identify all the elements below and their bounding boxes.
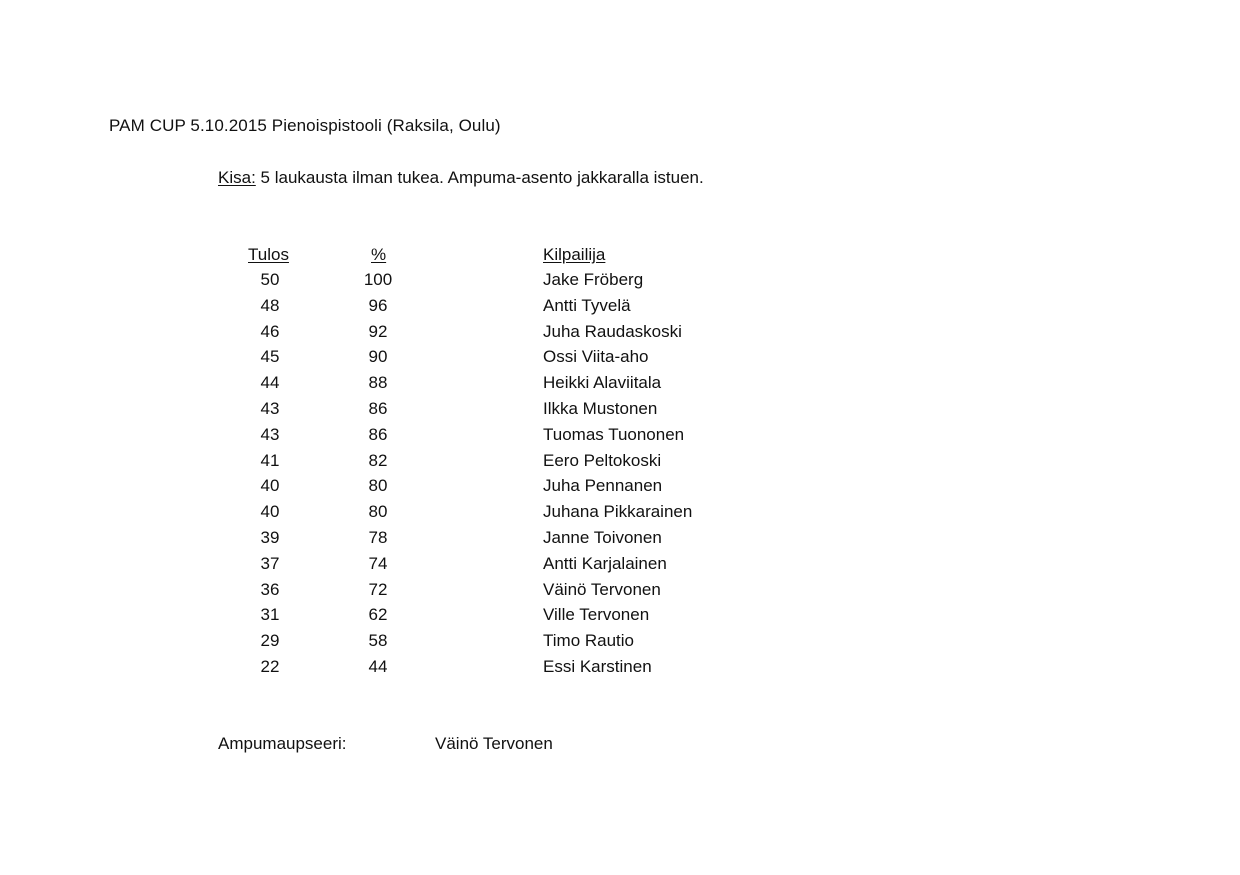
header-tulos: Tulos [248,245,289,264]
cell-competitor: Janne Toivonen [543,527,662,547]
cell-tulos: 44 [260,373,280,393]
table-row [0,580,1240,606]
cell-competitor: Juha Raudaskoski [543,321,682,341]
cell-tulos: 31 [260,605,280,625]
competition-rules [218,168,704,188]
cell-competitor: Väinö Tervonen [543,579,661,599]
cell-tulos: 36 [260,579,280,599]
cell-tulos: 29 [260,631,280,651]
table-row [0,631,1240,657]
cell-tulos: 45 [260,347,280,367]
cell-percent: 58 [368,631,388,651]
header-percent: % [371,245,387,264]
cell-percent: 100 [363,270,393,289]
header-competitor: Kilpailija [543,245,606,264]
cell-percent: 44 [368,656,388,676]
officer-name: Väinö Tervonen [435,734,553,753]
cell-competitor: Timo Rautio [543,631,635,651]
table-row [0,322,1240,348]
cell-competitor: Ossi Viita-aho [543,347,649,367]
cell-competitor: Tuomas Tuononen [543,424,685,444]
table-row [0,296,1240,322]
cell-percent: 80 [368,476,388,496]
cell-percent: 92 [368,321,388,341]
cell-tulos: 39 [260,527,280,547]
table-row [0,657,1240,683]
cell-tulos: 43 [260,398,280,418]
table-row [0,347,1240,373]
table-row [0,476,1240,502]
cell-competitor: Antti Karjalainen [543,553,667,573]
officer-label: Ampumaupseeri: [218,734,347,753]
cell-percent: 88 [368,373,388,393]
cell-tulos: 46 [260,321,280,341]
cell-tulos: 22 [260,656,280,676]
cell-tulos: 37 [260,553,280,573]
cell-percent: 96 [368,295,388,315]
cell-tulos: 41 [260,450,280,470]
cell-percent: 86 [368,424,388,444]
cell-tulos: 50 [260,270,280,289]
cell-percent: 78 [368,527,388,547]
table-row [0,373,1240,399]
table-row [0,554,1240,580]
rules-label: Kisa: [218,168,256,187]
results-table-body [0,270,1240,683]
cell-tulos: 40 [260,476,280,496]
table-row [0,270,1240,296]
cell-percent: 90 [368,347,388,367]
cell-percent: 80 [368,502,388,522]
cell-competitor: Eero Peltokoski [543,450,662,470]
table-row [0,605,1240,631]
cell-percent: 86 [368,398,388,418]
table-row [0,528,1240,554]
cell-competitor: Juhana Pikkarainen [543,502,693,522]
cell-tulos: 43 [260,424,280,444]
cell-percent: 74 [368,553,388,573]
cell-percent: 72 [368,579,388,599]
table-row [0,451,1240,477]
cell-tulos: 48 [260,295,280,315]
cell-competitor: Essi Karstinen [543,656,652,676]
cell-competitor: Heikki Alaviitala [543,373,662,393]
cell-competitor: Antti Tyvelä [543,295,631,315]
document-title: PAM CUP 5.10.2015 Pienoispistooli (Raksila, Oulu) [109,116,501,135]
table-row [0,399,1240,425]
cell-percent: 62 [368,605,388,625]
cell-percent: 82 [368,450,388,470]
cell-competitor: Ilkka Mustonen [543,398,658,418]
results-table-header [0,245,1240,269]
cell-competitor: Jake Fröberg [543,270,644,289]
rules-text: 5 laukausta ilman tukea. Ampuma-asento jakkaralla istuen. [260,168,704,187]
cell-competitor: Juha Pennanen [543,476,663,496]
table-row [0,425,1240,451]
cell-tulos: 40 [260,502,280,522]
cell-competitor: Ville Tervonen [543,605,650,625]
table-row [0,502,1240,528]
